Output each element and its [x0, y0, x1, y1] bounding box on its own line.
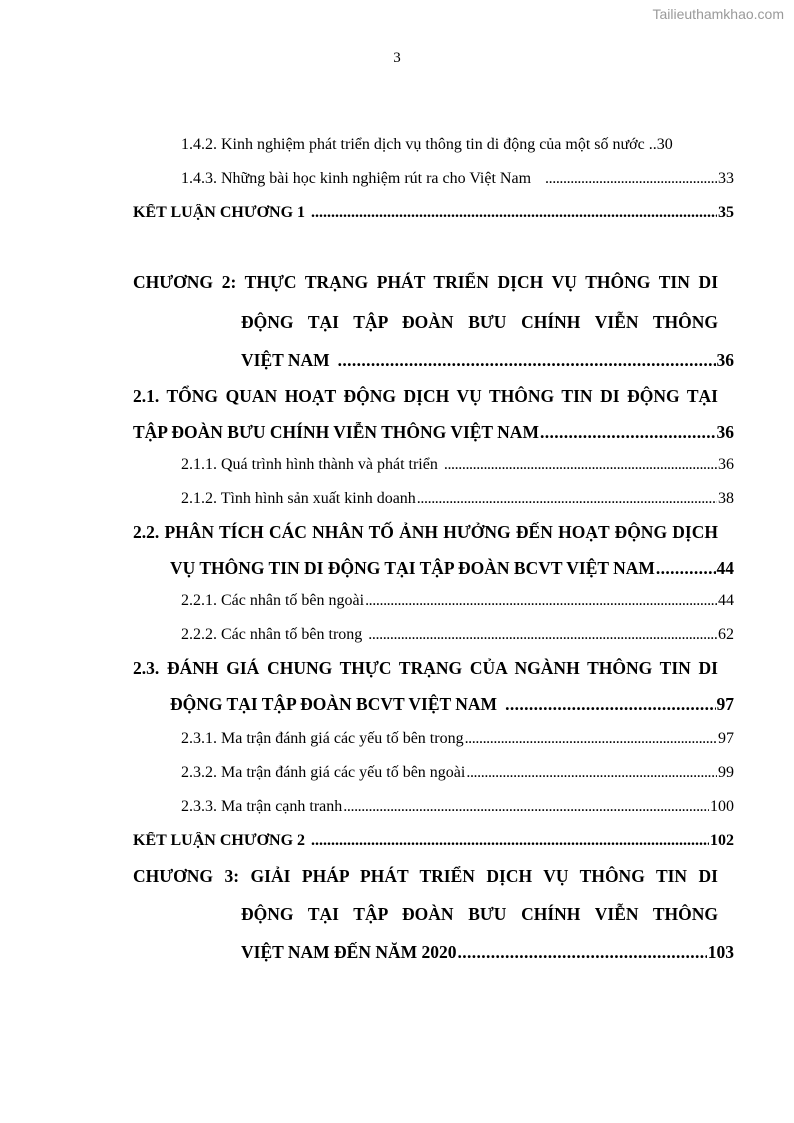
- toc-leader-dots: [311, 832, 709, 850]
- toc-entry-2-2-1[interactable]: [181, 592, 734, 610]
- toc-leader-dots: [505, 694, 715, 715]
- toc-entry-2-1-1[interactable]: [181, 456, 734, 474]
- toc-heading-line: CHƯƠNG 2: THỰC TRẠNG PHÁT TRIỂN DỊCH VỤ THÔNG TIN DI: [133, 272, 718, 292]
- toc-entry-page: 36: [716, 422, 734, 442]
- toc-heading-line: 2.2. PHÂN TÍCH CÁC NHÂN TỐ ẢNH HƯỞNG ĐẾN HOẠT ĐỘNG DỊCH: [133, 522, 718, 542]
- toc-entry-page: 38: [718, 490, 734, 507]
- toc-entry-2-2-2[interactable]: [181, 626, 734, 644]
- toc-entry-2-1-2[interactable]: [181, 490, 734, 508]
- toc-entry-page: 30: [656, 136, 673, 153]
- toc-entry-page: 100: [710, 798, 734, 815]
- toc-heading-last-line: [133, 422, 734, 443]
- toc-leader-dots: [465, 730, 717, 748]
- toc-leader-dots: [545, 170, 717, 188]
- toc-entry-1-4-2[interactable]: [181, 136, 734, 154]
- toc-entry-title: 2.1.2. Tình hình sản xuất kinh doanh: [181, 490, 416, 507]
- toc-leader-dots: [368, 626, 717, 644]
- toc-leader-dots: [311, 204, 717, 222]
- toc-entry-title: 1.4.2. Kinh nghiệm phát triển dịch vụ thông tin di động của một số nước ..: [181, 136, 657, 153]
- toc-entry-page: 97: [716, 694, 734, 714]
- toc-entry-page: 102: [710, 832, 734, 849]
- toc-entry-page: 33: [718, 170, 734, 187]
- toc-heading-line: CHƯƠNG 3: GIẢI PHÁP PHÁT TRIỂN DỊCH VỤ THÔNG TIN DI: [133, 866, 718, 886]
- toc-entry-2-3-2[interactable]: [181, 764, 734, 782]
- toc-entry-page: 44: [718, 592, 734, 609]
- toc-entry-title: VIỆT NAM: [241, 350, 330, 370]
- toc-heading-line: 2.1. TỔNG QUAN HOẠT ĐỘNG DỊCH VỤ THÔNG TIN DI ĐỘNG TẠI: [133, 386, 718, 406]
- toc-leader-dots: [338, 350, 716, 371]
- toc-entry-title: 2.3.3. Ma trận cạnh tranh: [181, 798, 343, 815]
- toc-entry-page: 44: [716, 558, 734, 578]
- toc-leader-dots: [365, 592, 717, 610]
- toc-leader-dots: [458, 942, 707, 963]
- toc-entry-ket-luan-2[interactable]: [133, 832, 734, 850]
- toc-entry-ket-luan-1[interactable]: [133, 204, 734, 222]
- toc-entry-2-3-1[interactable]: [181, 730, 734, 748]
- toc-leader-dots: [417, 490, 717, 508]
- toc-entry-2-3-3[interactable]: [181, 798, 734, 816]
- toc-entry-page: 97: [718, 730, 734, 747]
- toc-heading-last-line: [241, 942, 734, 963]
- toc-heading-line: ĐỘNG TẠI TẬP ĐOÀN BƯU CHÍNH VIỄN THÔNG: [241, 312, 718, 332]
- toc-leader-dots: [466, 764, 717, 782]
- toc-entry-title: VIỆT NAM ĐẾN NĂM 2020: [241, 942, 457, 962]
- toc-entry-1-4-3[interactable]: [181, 170, 734, 188]
- toc-entry-title: ĐỘNG TẠI TẬP ĐOÀN BCVT VIỆT NAM: [170, 694, 498, 714]
- toc-leader-dots: [444, 456, 717, 474]
- toc-entry-title: 1.4.3. Những bài học kinh nghiệm rút ra cho Việt Nam: [181, 170, 532, 187]
- toc-entry-title: 2.3.2. Ma trận đánh giá các yếu tố bên ngoài: [181, 764, 466, 781]
- toc-entry-title: TẬP ĐOÀN BƯU CHÍNH VIỄN THÔNG VIỆT NAM: [133, 422, 539, 442]
- toc-entry-page: 103: [707, 942, 734, 962]
- toc-heading-last-line: [170, 558, 734, 579]
- toc-entry-page: 62: [718, 626, 734, 643]
- toc-entry-page: 35: [718, 204, 734, 221]
- toc-heading-last-line: [241, 350, 734, 371]
- toc-heading-line: ĐỘNG TẠI TẬP ĐOÀN BƯU CHÍNH VIỄN THÔNG: [241, 904, 718, 924]
- toc-entry-title: VỤ THÔNG TIN DI ĐỘNG TẠI TẬP ĐOÀN BCVT VIỆT NAM: [170, 558, 655, 578]
- watermark: Tailieuthamkhao.com: [652, 6, 784, 22]
- toc-entry-title: KẾT LUẬN CHƯƠNG 2: [133, 832, 306, 849]
- toc-leader-dots: [540, 422, 716, 443]
- toc-entry-title: 2.3.1. Ma trận đánh giá các yếu tố bên trong: [181, 730, 464, 747]
- toc-entry-title: KẾT LUẬN CHƯƠNG 1: [133, 204, 306, 221]
- toc-entry-page: 36: [718, 456, 734, 473]
- toc-leader-dots: [656, 558, 716, 579]
- toc-entry-title: 2.1.1. Quá trình hình thành và phát triển: [181, 456, 438, 473]
- toc-entry-page: 99: [718, 764, 734, 781]
- toc-heading-line: 2.3. ĐÁNH GIÁ CHUNG THỰC TRẠNG CỦA NGÀNH THÔNG TIN DI: [133, 658, 718, 678]
- toc-entry-title: 2.2.1. Các nhân tố bên ngoài: [181, 592, 365, 609]
- toc-leader-dots: [343, 798, 709, 816]
- toc-entry-page: 36: [716, 350, 734, 370]
- toc-heading-last-line: [170, 694, 734, 715]
- toc-entry-title: 2.2.2. Các nhân tố bên trong: [181, 626, 363, 643]
- page-number: 3: [393, 50, 401, 66]
